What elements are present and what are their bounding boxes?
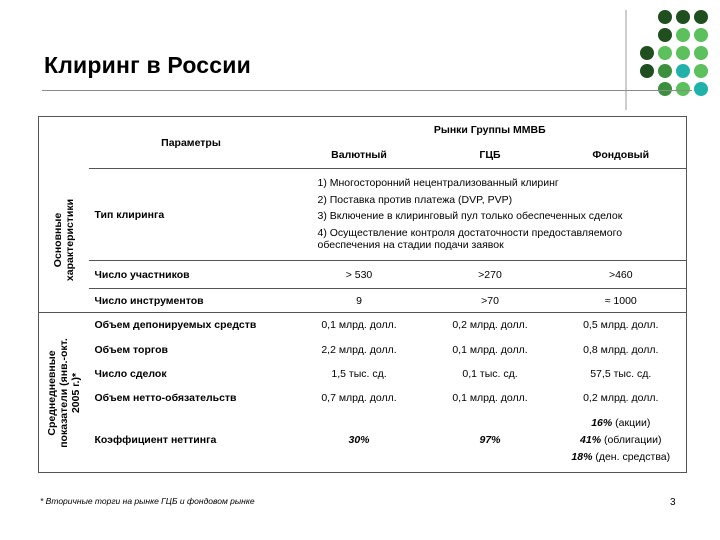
netting-ratio-currency: 30%	[294, 409, 425, 473]
instruments-stock: ≈ 1000	[556, 289, 687, 313]
netting-stock-line: 18% (ден. средства)	[571, 450, 671, 463]
decorative-dot	[676, 64, 690, 78]
decorative-dot	[676, 82, 690, 96]
decorative-dot	[694, 10, 708, 24]
deals-count-label: Число сделок	[94, 368, 167, 380]
clearing-type-line: 1) Многосторонний нецентрализованный клиринг	[317, 177, 559, 190]
daily-averages-group	[39, 313, 89, 473]
clearing-type-line: 2) Поставка против платежа (DVP, PVP)	[317, 193, 513, 206]
clearing-type-line: обеспечения на стадии подачи заявок	[317, 239, 504, 252]
decorative-dot	[658, 28, 672, 42]
netting-ratio-gcb: 97%	[425, 409, 556, 473]
decorative-dot	[658, 46, 672, 60]
decorative-dot	[658, 10, 672, 24]
decorative-dot	[694, 28, 708, 42]
parameters-header-cell	[89, 117, 294, 169]
deposited-funds-gcb: 0,2 млрд. долл.	[452, 319, 528, 332]
deals-count-stock: 57,5 тыс. сд.	[556, 362, 687, 387]
header-corner	[39, 117, 89, 143]
clearing-type-label: Тип клиринга	[94, 208, 165, 221]
page-number: 3	[670, 497, 676, 508]
deposited-funds-currency: 0,1 млрд. долл.	[321, 319, 397, 332]
deals-count-gcb: 0,1 тыс. сд.	[462, 368, 518, 380]
header-corner-lower	[39, 143, 89, 169]
decorative-dot	[676, 10, 690, 24]
decorative-dot	[640, 64, 654, 78]
netting-ratio-label: Коэффициент неттинга	[89, 409, 294, 473]
column-header-stock: Фондовый	[556, 143, 687, 169]
deposited-funds-label: Объем депонируемых средств	[94, 319, 257, 332]
parameters-header: Параметры	[161, 136, 221, 149]
decorative-dot	[658, 64, 672, 78]
net-obligations-currency: 0,7 млрд. долл.	[321, 391, 397, 404]
decorative-dot	[694, 46, 708, 60]
net-obligations-gcb: 0,1 млрд. долл.	[452, 391, 528, 404]
markets-header: Рынки Группы ММВБ	[294, 117, 687, 143]
decorative-dot	[640, 46, 654, 60]
main-characteristics-group	[39, 169, 89, 313]
participants-stock: >460	[556, 261, 687, 289]
netting-stock-line: 16% (акции)	[591, 416, 651, 429]
column-header-gcb: ГЦБ	[425, 143, 556, 169]
daily-averages-label: Среднедневные показатели (янв.-окт. 2005 г.)*	[45, 337, 82, 448]
title-divider	[42, 90, 692, 91]
participants-gcb: >270	[425, 261, 556, 289]
instruments-gcb: >70	[425, 289, 556, 313]
deals-count-currency: 1,5 тыс. сд.	[331, 368, 387, 380]
trading-volume-currency: 2,2 млрд. долл.	[321, 343, 397, 356]
netting-stock-line: 41% (облигации)	[580, 433, 662, 446]
footnote: * Вторичные торги на рынке ГЦБ и фондовом рынке	[40, 496, 255, 506]
trading-volume-stock: 0,8 млрд. долл.	[556, 338, 687, 362]
column-header-currency: Валютный	[294, 143, 425, 169]
netting-ratio-stock	[556, 409, 687, 473]
clearing-type-description	[294, 169, 687, 261]
instruments-label: Число инструментов	[89, 289, 294, 313]
decorative-dot	[676, 46, 690, 60]
decorative-dot	[658, 82, 672, 96]
decorative-dot	[676, 28, 690, 42]
clearing-table	[38, 116, 687, 473]
deposited-funds-stock: 0,5 млрд. долл.	[556, 313, 687, 338]
net-obligations-stock: 0,2 млрд. долл.	[556, 387, 687, 409]
trading-volume-label: Объем торгов	[94, 343, 168, 356]
decorative-dot	[694, 82, 708, 96]
participants-label: Число участников	[89, 261, 294, 289]
main-characteristics-label: Основные характеристики	[51, 199, 76, 282]
trading-volume-gcb: 0,1 млрд. долл.	[452, 343, 528, 356]
decorative-dot	[694, 64, 708, 78]
clearing-type-line: 3) Включение в клиринговый пул только обеспеченных сделок	[317, 210, 623, 223]
instruments-currency: 9	[294, 289, 425, 313]
participants-currency: > 530	[294, 261, 425, 289]
clearing-type-line: 4) Осуществление контроля достаточности предоставляемого	[317, 226, 623, 239]
net-obligations-label: Объем нетто-обязательств	[94, 391, 237, 404]
slide-title: Клиринг в России	[44, 52, 251, 78]
